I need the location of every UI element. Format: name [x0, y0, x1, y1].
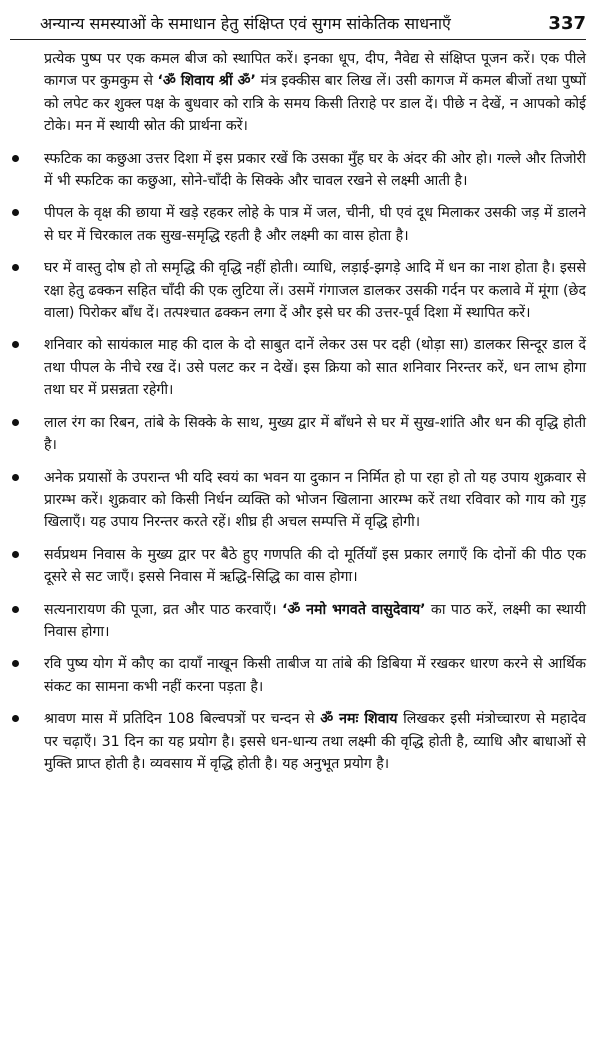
bullet-icon	[12, 606, 19, 613]
list-item	[10, 599, 586, 644]
bullet-icon	[12, 341, 19, 348]
list-item	[10, 202, 586, 247]
item-text: शनिवार को सायंकाल माह की दाल के दो साबुत दानें लेकर उस पर दही (थोड़ा सा) डालकर सिन्दूर डाल दें तथा पीपल के नीचे रख दें। उसे पलट कर न देखें। इस क्रिया को सात शनिवार निरन्तर करें, धन लाभ होगा तथा घर में प्रसन्नता रहेगी।	[44, 337, 586, 399]
item-mantra: ॐ नमः शिवाय	[320, 711, 398, 728]
item-text-post: लिखकर इसी मंत्रोच्चारण से महादेव पर चढ़ाएँ। 31 दिन का यह प्रयोग है। इससे धन-धान्य तथा लक्ष्मी की वृद्धि होती है, व्याधि और बाधाओं से मुक्ति प्राप्त होती है। व्यवसाय में वृद्धि होती है। यह अनुभूत प्रयोग है।	[44, 711, 586, 772]
item-text: लाल रंग का रिबन, तांबे के सिक्के के साथ, मुख्य द्वार में बाँधने से घर में सुख-शांति और धन की वृद्धि होती है।	[44, 414, 586, 454]
list-item	[10, 334, 586, 401]
item-text: रवि पुष्य योग में कौए का दायाँ नाखून किसी ताबीज या तांबे की डिबिया में रखकर धारण करने से आर्थिक संकट का सामना कभी नहीं करना पड़ता है।	[44, 656, 586, 695]
bullet-icon	[12, 419, 19, 426]
item-text: अनेक प्रयासों के उपरान्त भी यदि स्वयं का भवन या दुकान न निर्मित हो पा रहा हो तो यह उपाय शुक्रवार से प्रारम्भ करें। शुक्रवार को किसी निर्धन व्यक्ति को भोजन खिलाना आरम्भ करें तथा रविवार को गाय को गुड़ खिलाएँ। यह उपाय निरन्तर करते रहें। शीघ्र ही अचल सम्पत्ति में वृद्धि होगी।	[44, 469, 586, 531]
intro-paragraph	[10, 48, 586, 138]
page-number: 337	[548, 13, 586, 34]
list-item	[10, 544, 586, 589]
list-item	[10, 708, 586, 775]
bullet-icon	[12, 155, 19, 162]
item-text: सर्वप्रथम निवास के मुख्य द्वार पर बैठे हुए गणपति की दो मूर्तियाँ इस प्रकार लगाएँ कि दोनों की पीठ एक दूसरे से सट जाएँ। इससे निवास में ऋद्धि-सिद्धि का वास होगा।	[44, 546, 586, 586]
item-text: घर में वास्तु दोष हो तो समृद्धि की वृद्धि नहीं होती। व्याधि, लड़ाई-झगड़े आदि में धन का नाश होता है। इससे रक्षा हेतु ढक्कन सहित चाँदी की एक लुटिया लें। उसमें गंगाजल डालकर उसकी गर्दन पर कलावे में मूंगा (छेद वाला) पिरोकर बाँध दें। तत्पश्चात ढक्कन लगा दें और इसे घर की उत्तर-पूर्व दिशा में स्थापित करें।	[44, 260, 586, 322]
bullet-icon	[12, 715, 19, 722]
running-title: अन्यान्य समस्याओं के समाधान हेतु संक्षिप्त एवं सुगम सांकेतिक साधनाएँ	[40, 14, 451, 33]
item-text-pre: श्रावण मास में प्रतिदिन 108 बिल्वपत्रों पर चन्दन से	[44, 711, 321, 728]
page-header	[10, 0, 586, 40]
bullet-icon	[12, 209, 19, 216]
item-text-post: का पाठ करें, लक्ष्मी का स्थायी निवास होगा।	[44, 601, 586, 640]
intro-mantra: ‘ॐ शिवाय श्रीं ॐ’	[157, 73, 256, 90]
item-mantra: ‘ॐ नमो भगवते वासुदेवाय’	[282, 601, 426, 618]
item-text: स्फटिक का कछुआ उत्तर दिशा में इस प्रकार रखें कि उसका मुँह घर के अंदर की ओर हो। गल्ले और तिजोरी में भी स्फटिक का कछुआ, सोने-चाँदी के सिक्के और चावल रखने से लक्ष्मी आती है।	[44, 150, 586, 190]
item-text-pre: सत्यनारायण की पूजा, व्रत और पाठ करवाएँ।	[44, 601, 283, 618]
list-item	[10, 412, 586, 457]
list-item	[10, 467, 586, 534]
bullet-icon	[12, 551, 19, 558]
list-item	[10, 148, 586, 193]
intro-text-2: मंत्र इक्कीस बार लिख लें। उसी कागज में कमल बीजों तथा पुष्पों को लपेट कर शुक्ल पक्ष के बुधवार को रात्रि के समय किसी तिराहे पर डाल दें। पीछे न देखें, न आपको कोई टोके। मन में स्थायी स्रोत की प्रार्थना करें।	[44, 73, 586, 135]
bullet-icon	[12, 264, 19, 271]
bullet-icon	[12, 660, 19, 667]
list-item	[10, 257, 586, 324]
list-item	[10, 653, 586, 698]
intro-text-1: प्रत्येक पुष्प पर एक कमल बीज को स्थापित करें। इनका धूप, दीप, नैवेद्य से संक्षिप्त पूजन करें। एक पीले कागज पर कुमकुम से	[44, 51, 586, 90]
page-content	[10, 40, 586, 775]
bullet-icon	[12, 474, 19, 481]
item-text: पीपल के वृक्ष की छाया में खड़े रहकर लोहे के पात्र में जल, चीनी, घी एवं दूध मिलाकर उसकी जड़ में डालने से घर में चिरकाल तक सुख-समृद्धि रहती है और लक्ष्मी का वास होता है।	[44, 205, 586, 244]
